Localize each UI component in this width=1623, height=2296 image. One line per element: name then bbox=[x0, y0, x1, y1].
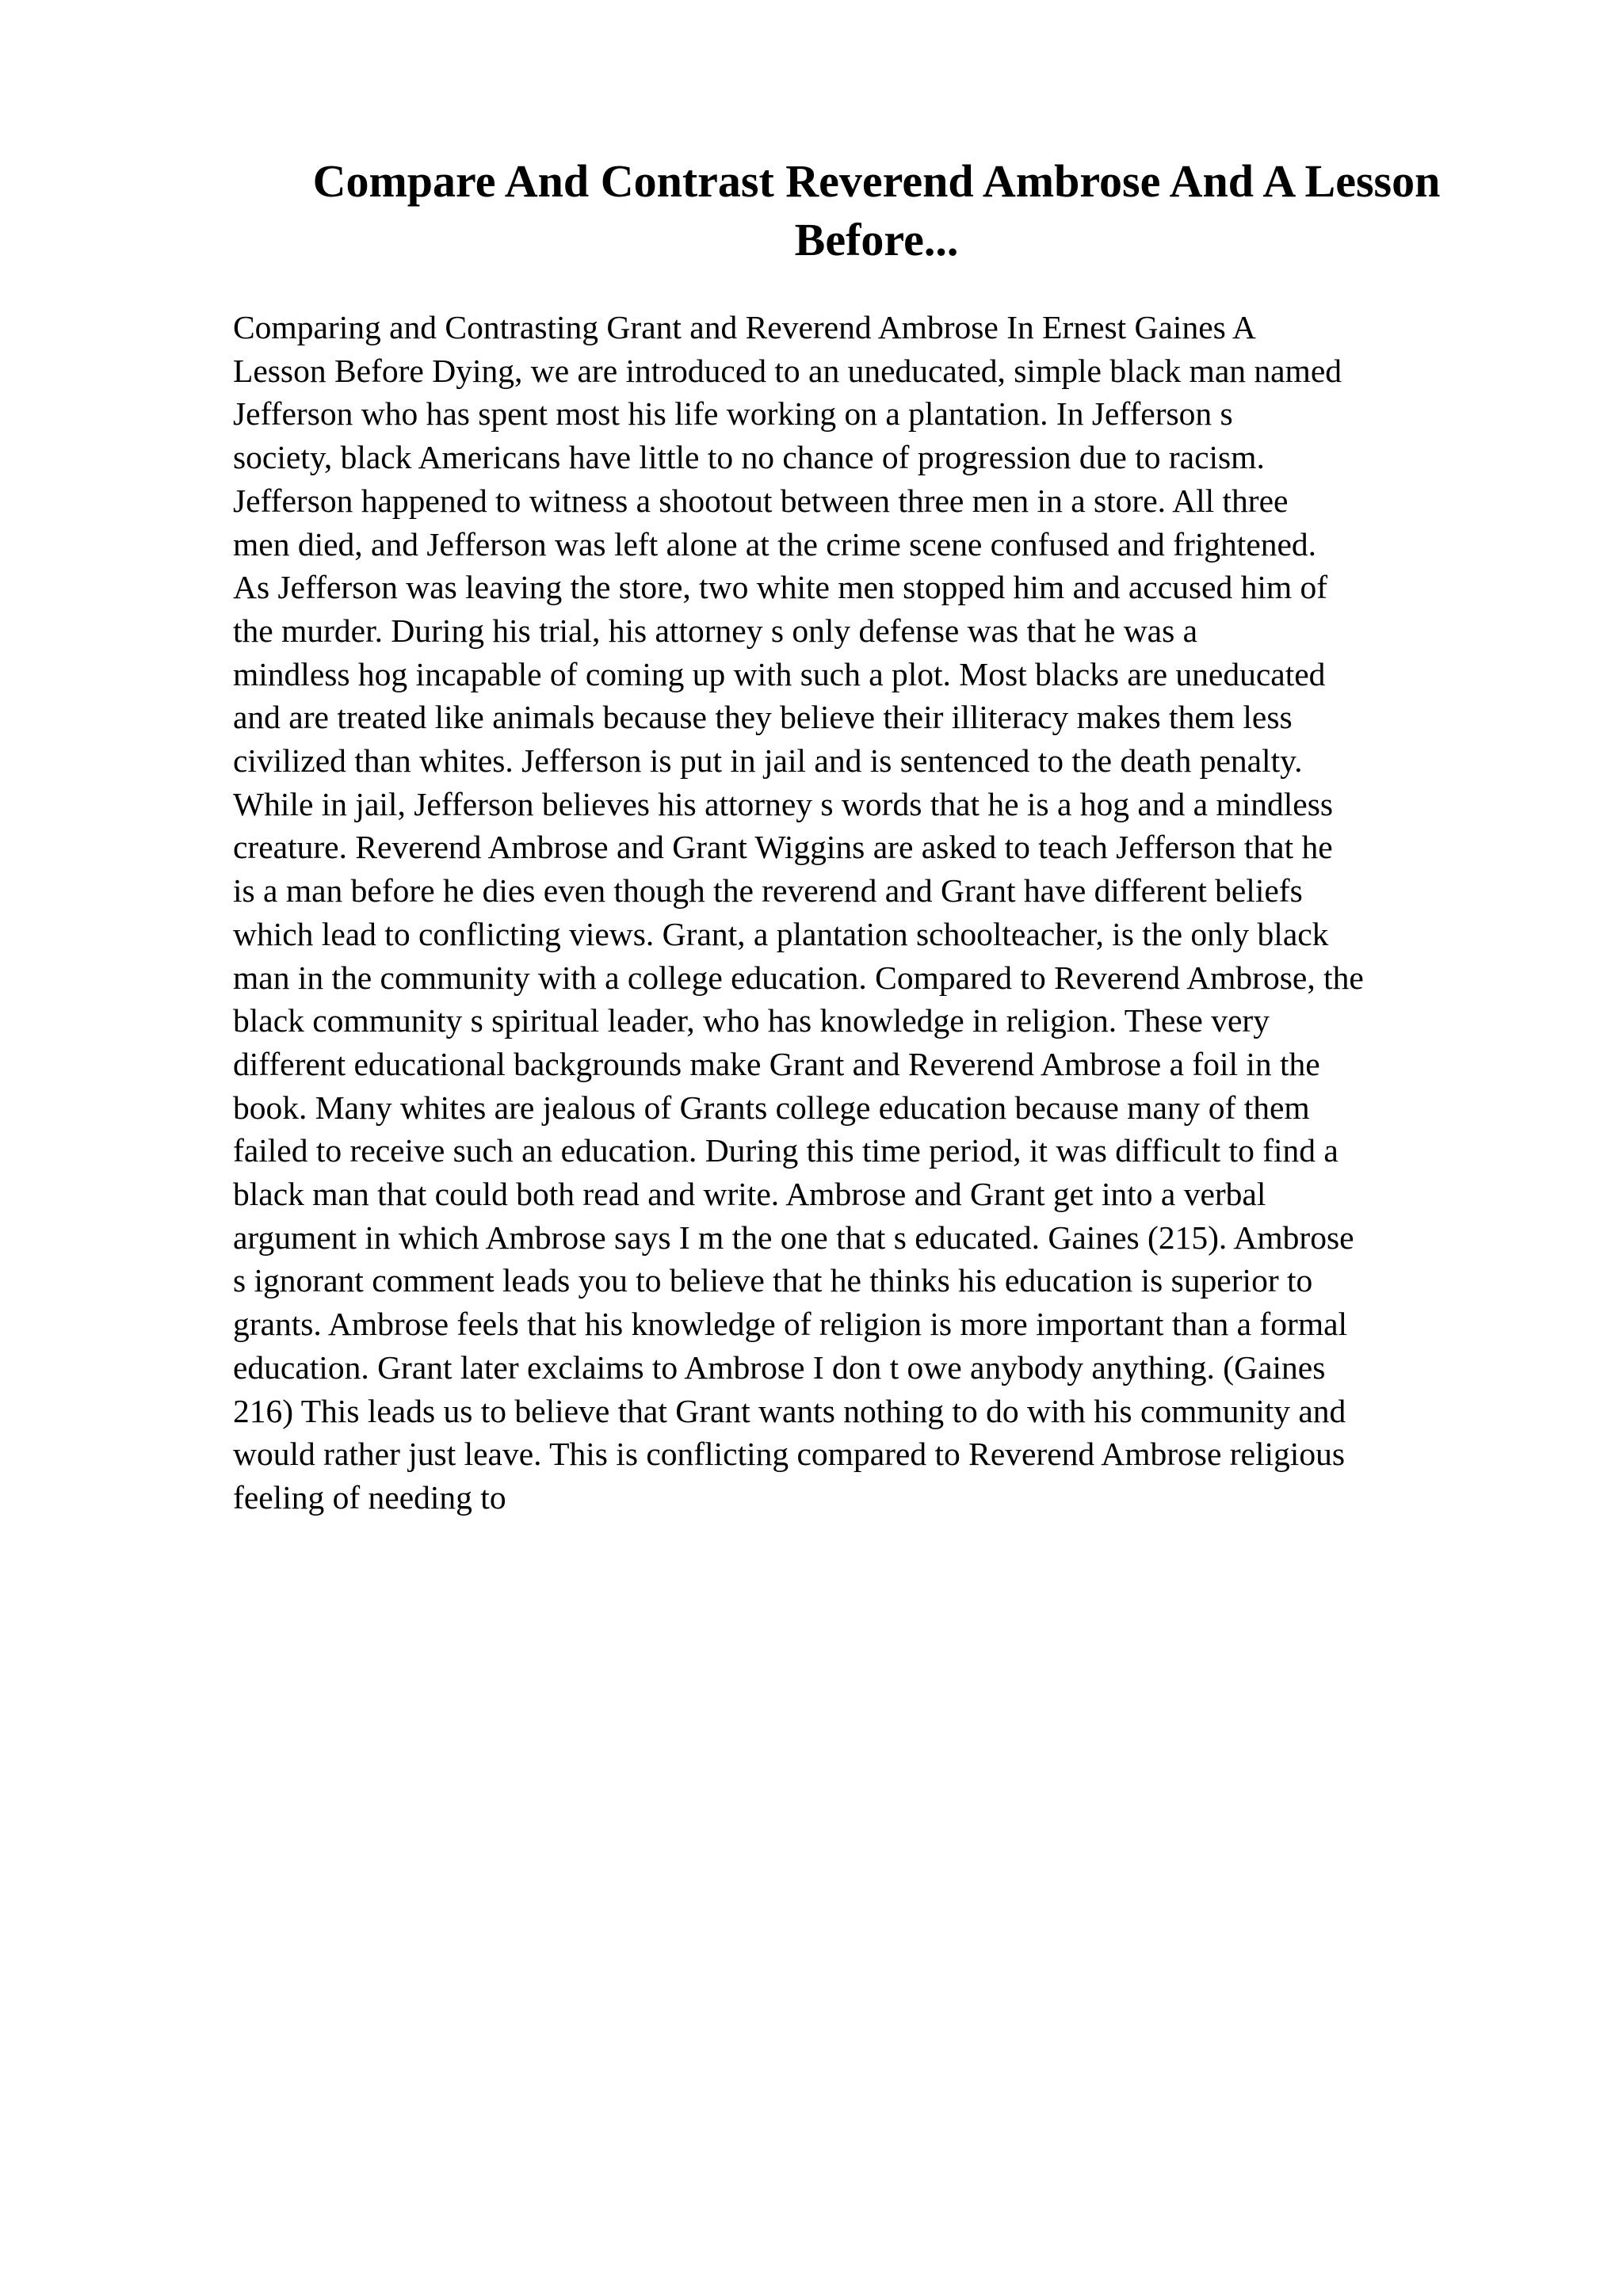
body-line: is a man before he dies even though the reverend and Grant have different beliefs bbox=[233, 872, 1303, 910]
body-line: black community s spiritual leader, who has knowledge in religion. These very bbox=[233, 1002, 1270, 1039]
body-line: black man that could both read and write. Ambrose and Grant get into a verbal bbox=[233, 1176, 1266, 1213]
body-line: would rather just leave. This is conflicting compared to Reverend Ambrose religious bbox=[233, 1436, 1345, 1473]
body-line: creature. Reverend Ambrose and Grant Wiggins are asked to teach Jefferson that he bbox=[233, 829, 1333, 866]
body-line: Jefferson who has spent most his life working on a plantation. In Jefferson s bbox=[233, 395, 1233, 433]
body-line: 216) This leads us to believe that Grant wants nothing to do with his community and bbox=[233, 1392, 1346, 1429]
document-body bbox=[233, 306, 1533, 1520]
body-line: grants. Ambrose feels that his knowledge of religion is more important than a formal bbox=[233, 1306, 1348, 1343]
body-line: failed to receive such an education. During this time period, it was difficult to find a bbox=[233, 1132, 1338, 1169]
body-line: the murder. During his trial, his attorney s only defense was that he was a bbox=[233, 612, 1198, 649]
body-line: Jefferson happened to witness a shootout between three men in a store. All three bbox=[233, 482, 1289, 519]
body-line: which lead to conflicting views. Grant, a plantation schoolteacher, is the only black bbox=[233, 915, 1329, 952]
body-line: book. Many whites are jealous of Grants college education because many of them bbox=[233, 1089, 1310, 1126]
body-line: feeling of needing to bbox=[233, 1478, 506, 1516]
body-line: education. Grant later exclaims to Ambrose I don t owe anybody anything. (Gaines bbox=[233, 1348, 1326, 1386]
body-line: civilized than whites. Jefferson is put in jail and is sentenced to the death penalty. bbox=[233, 742, 1303, 780]
body-line: Comparing and Contrasting Grant and Reverend Ambrose In Ernest Gaines A bbox=[233, 309, 1256, 345]
body-line: mindless hog incapable of coming up with such a plot. Most blacks are uneducated bbox=[233, 655, 1326, 692]
body-line: argument in which Ambrose says I m the one that s educated. Gaines (215). Ambrose bbox=[233, 1219, 1354, 1256]
document-title: Compare And Contrast Reverend Ambrose And A Lesson Before... bbox=[312, 155, 1441, 265]
body-line: different educational backgrounds make Grant and Reverend Ambrose a foil in the bbox=[233, 1045, 1320, 1082]
body-line: society, black Americans have little to no chance of progression due to racism. bbox=[233, 439, 1265, 476]
body-line: men died, and Jefferson was left alone at the crime scene confused and frightened. bbox=[233, 525, 1317, 563]
body-line: Lesson Before Dying, we are introduced to an uneducated, simple black man named bbox=[233, 352, 1342, 389]
body-line: man in the community with a college education. Compared to Reverend Ambrose, the bbox=[233, 959, 1364, 996]
body-line: s ignorant comment leads you to believe that he thinks his education is superior to bbox=[233, 1262, 1313, 1299]
body-line: While in jail, Jefferson believes his attorney s words that he is a hog and a mindless bbox=[233, 785, 1334, 822]
body-line: and are treated like animals because they believe their illiteracy makes them less bbox=[233, 699, 1293, 736]
body-line: As Jefferson was leaving the store, two white men stopped him and accused him of bbox=[233, 569, 1328, 606]
